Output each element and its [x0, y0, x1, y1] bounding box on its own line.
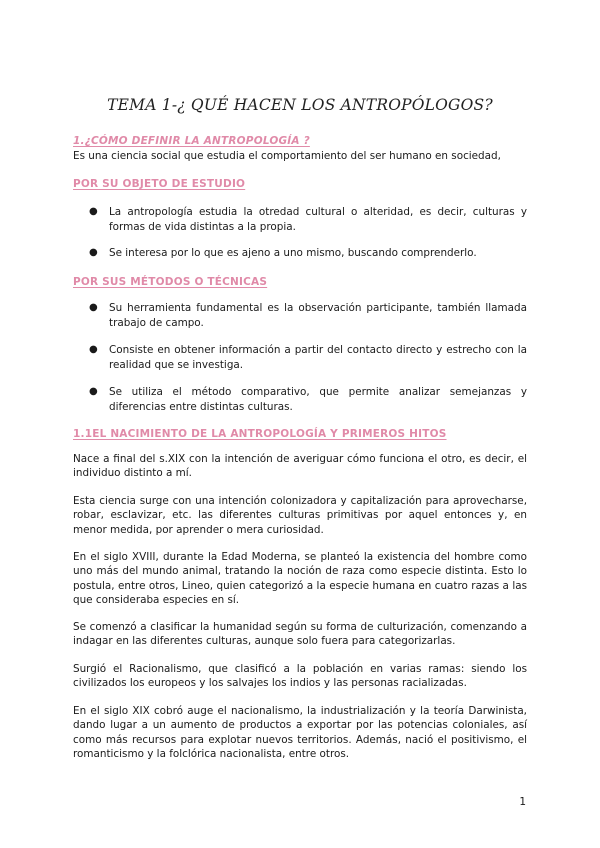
page-number: 1 [519, 796, 526, 808]
bullet-icon: ● [89, 344, 98, 355]
section-heading-metodos: POR SUS MÉTODOS O TÉCNICAS [73, 276, 268, 288]
section-heading-nacimiento: 1.1EL NACIMIENTO DE LA ANTROPOLOGÍA Y PRIMEROS HITOS [73, 428, 447, 440]
body-paragraph: En el siglo XIX cobró auge el nacionalismo, la industrialización y la teoría Darwinista, dando lugar a un aumento de productos a exportar por las potencias coloniales, así como más recursos para explotar nuevos territorios. Además, nació el positivismo, el romanticismo y la folclórica nacionalista, entre otros. [73, 705, 527, 761]
section-heading-objeto: POR SU OBJETO DE ESTUDIO [73, 178, 246, 190]
list-item-text: Su herramienta fundamental es la observación participante, también llamada trabajo de campo. [109, 302, 527, 329]
list-item-text: Consiste en obtener información a partir del contacto directo y estrecho con la realidad que se investiga. [109, 344, 527, 371]
body-paragraph: Esta ciencia surge con una intención colonizadora y capitalización para aprovecharse, robar, esclavizar, etc. las diferentes culturas primitivas por aquel entonces y, en menor medida, por aprender o mera curiosidad. [73, 495, 527, 536]
list-item-text: La antropología estudia la otredad cultural o alteridad, es decir, culturas y formas de vida distintas a la propia. [109, 206, 527, 233]
list-item-text: Se utiliza el método comparativo, que permite analizar semejanzas y diferencias entre distintas culturas. [109, 386, 527, 413]
definition-paragraph: Es una ciencia social que estudia el comportamiento del ser humano en sociedad, [73, 150, 501, 162]
bullet-icon: ● [89, 206, 98, 217]
bullet-icon: ● [89, 302, 98, 313]
list-item [89, 205, 527, 234]
body-paragraph: Se comenzó a clasificar la humanidad según su forma de culturización, comenzando a indagar en las diferentes culturas, aunque solo fuera para categorizarlas. [73, 621, 527, 648]
page-title: TEMA 1-¿ QUÉ HACEN LOS ANTROPÓLOGOS? [107, 96, 493, 114]
section-heading-definir: 1.¿CÓMO DEFINIR LA ANTROPOLOGÍA ? [73, 135, 310, 147]
list-item-text: Se interesa por lo que es ajeno a uno mismo, buscando comprenderlo. [109, 247, 477, 259]
list-item [89, 343, 527, 372]
list-item [89, 301, 527, 330]
body-paragraph: En el siglo XVIII, durante la Edad Moderna, se planteó la existencia del hombre como uno más del mundo animal, tratando la noción de raza como especie distinta. Esto lo postula, entre otros, Lineo, quien categorizó a la especie humana en cuatro razas a las que consideraba especies en sí. [73, 551, 527, 607]
bullet-icon: ● [89, 386, 98, 397]
list-item [89, 246, 527, 261]
body-paragraph: Surgió el Racionalismo, que clasificó a la población en varias ramas: siendo los civilizados los europeos y los salvajes los indios y las personas racializadas. [73, 663, 527, 690]
list-item [89, 385, 527, 414]
body-paragraph: Nace a final del s.XIX con la intención de averiguar cómo funciona el otro, es decir, el individuo distinto a mí. [73, 453, 527, 480]
bullet-icon: ● [89, 247, 98, 258]
